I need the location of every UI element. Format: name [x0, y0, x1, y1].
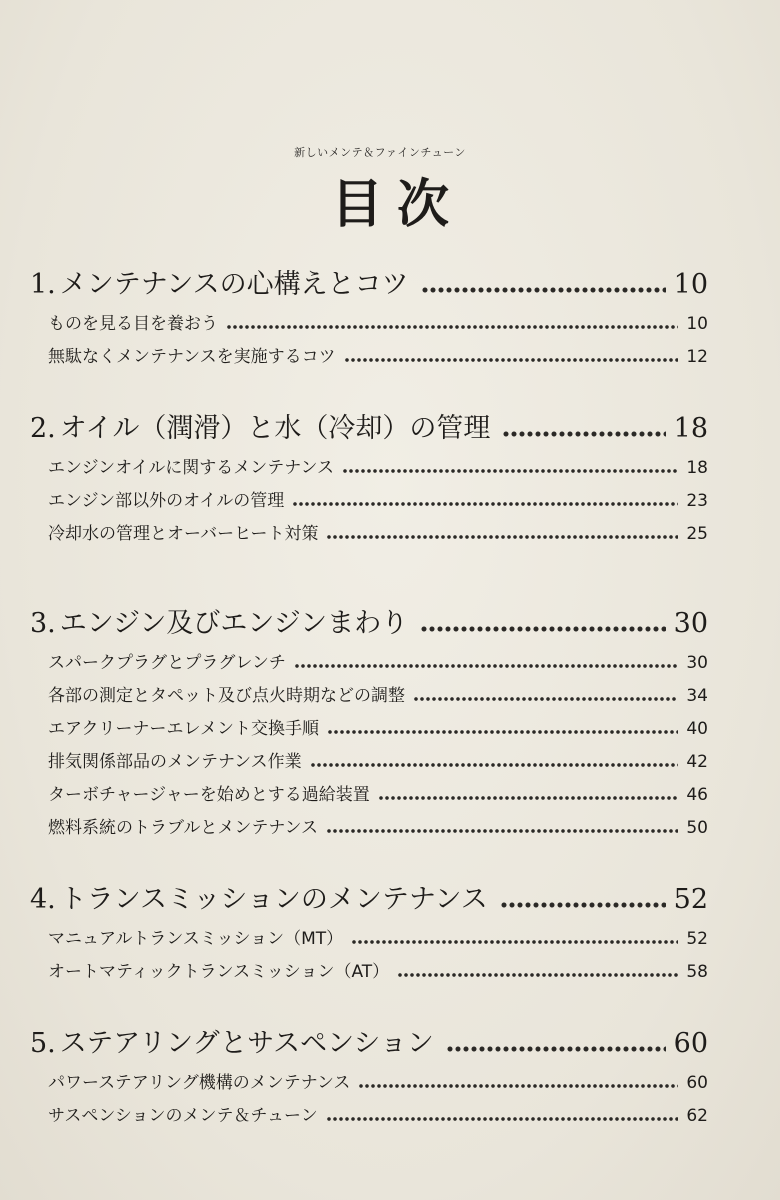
dot-leader [500, 902, 666, 908]
dot-leader [420, 626, 666, 632]
entry-title: マニュアルトランスミッション（MT） [48, 929, 344, 949]
entry-title: パワーステアリング機構のメンテナンス [48, 1073, 351, 1093]
toc-entry[interactable] [30, 518, 708, 551]
chapter-number: 2. [30, 413, 56, 444]
dot-leader [397, 973, 678, 977]
book-subtitle: 新しいメンテ＆ファインチューン [294, 146, 466, 159]
dot-leader [342, 469, 678, 473]
dot-leader [326, 1117, 679, 1121]
chapter-heading[interactable] [30, 262, 708, 308]
chapter-number: 1. [30, 269, 56, 300]
page-title: 目次 [330, 174, 463, 235]
entry-page-number: 50 [686, 818, 708, 838]
toc-section-3 [30, 601, 708, 845]
dot-leader [326, 535, 678, 539]
entry-page-number: 60 [686, 1073, 708, 1093]
entry-title: スパークプラグとプラグレンチ [48, 653, 286, 673]
entry-page-number: 25 [686, 524, 708, 544]
chapter-heading[interactable] [30, 1021, 708, 1067]
entry-title: 排気関係部品のメンテナンス作業 [48, 752, 302, 772]
toc-section-5 [30, 1021, 708, 1133]
toc-entry[interactable] [30, 680, 708, 713]
toc-section-2 [30, 406, 708, 551]
dot-leader [378, 796, 679, 800]
chapter-page-number: 18 [673, 413, 708, 444]
chapter-heading[interactable] [30, 406, 708, 452]
chapter-number: 4. [30, 884, 56, 915]
entry-page-number: 40 [686, 719, 708, 739]
entry-page-number: 58 [686, 962, 708, 982]
dot-leader [326, 829, 678, 833]
dot-leader [327, 730, 678, 734]
entry-page-number: 18 [686, 458, 708, 478]
dot-leader [344, 358, 679, 362]
chapter-heading[interactable] [30, 877, 708, 923]
toc-header [0, 144, 780, 237]
toc-entry[interactable] [30, 341, 708, 374]
entry-title: エアクリーナーエレメント交換手順 [48, 719, 319, 739]
chapter-page-number: 60 [673, 1028, 708, 1059]
dot-leader [310, 763, 679, 767]
toc-entry[interactable] [30, 746, 708, 779]
entry-title: 各部の測定とタペット及び点火時期などの調整 [48, 686, 405, 706]
entry-page-number: 46 [686, 785, 708, 805]
entry-page-number: 52 [686, 929, 708, 949]
chapter-number: 5. [30, 1028, 56, 1059]
chapter-title: オイル（潤滑）と水（冷却）の管理 [59, 413, 491, 444]
chapter-title: メンテナンスの心構えとコツ [59, 269, 409, 300]
entry-title: 無駄なくメンテナンスを実施するコツ [48, 347, 336, 367]
dot-leader [358, 1084, 678, 1088]
entry-page-number: 42 [686, 752, 708, 772]
chapter-page-number: 10 [673, 269, 708, 300]
dot-leader [294, 664, 678, 668]
toc-entry[interactable] [30, 647, 708, 680]
toc-entry[interactable] [30, 452, 708, 485]
toc-entry[interactable] [30, 1067, 708, 1100]
entry-title: ものを見る目を養おう [48, 314, 218, 334]
chapter-title: エンジン及びエンジンまわり [59, 608, 409, 639]
entry-title: エンジン部以外のオイルの管理 [48, 491, 285, 511]
dot-leader [421, 287, 666, 293]
dot-leader [292, 502, 678, 506]
entry-page-number: 62 [686, 1106, 708, 1126]
chapter-page-number: 30 [673, 608, 708, 639]
chapter-heading[interactable] [30, 601, 708, 647]
entry-page-number: 30 [686, 653, 708, 673]
toc-section-1 [30, 262, 708, 374]
toc-entry[interactable] [30, 779, 708, 812]
dot-leader [502, 431, 665, 437]
dot-leader [446, 1046, 666, 1052]
entry-page-number: 10 [686, 314, 708, 334]
entry-title: 冷却水の管理とオーバーヒート対策 [48, 524, 319, 544]
toc-entry[interactable] [30, 812, 708, 845]
entry-title: 燃料系統のトラブルとメンテナンス [48, 818, 318, 838]
chapter-title: ステアリングとサスペンション [59, 1028, 434, 1059]
table-of-contents [30, 262, 708, 1165]
entry-page-number: 23 [686, 491, 708, 511]
entry-page-number: 34 [686, 686, 708, 706]
dot-leader [413, 697, 678, 701]
toc-entry[interactable] [30, 485, 708, 518]
toc-entry[interactable] [30, 956, 708, 989]
toc-entry[interactable] [30, 923, 708, 956]
entry-title: オートマティックトランスミッション（AT） [48, 962, 390, 982]
dot-leader [351, 940, 678, 944]
toc-entry[interactable] [30, 308, 708, 341]
chapter-page-number: 52 [673, 884, 708, 915]
chapter-number: 3. [30, 608, 56, 639]
chapter-title: トランスミッションのメンテナンス [59, 884, 488, 915]
toc-section-4 [30, 877, 708, 989]
entry-title: サスペンションのメンテ＆チューン [48, 1106, 318, 1126]
dot-leader [226, 325, 678, 329]
entry-page-number: 12 [686, 347, 708, 367]
entry-title: エンジンオイルに関するメンテナンス [48, 458, 334, 478]
toc-entry[interactable] [30, 713, 708, 746]
entry-title: ターボチャージャーを始めとする過給装置 [48, 785, 370, 805]
toc-entry[interactable] [30, 1100, 708, 1133]
